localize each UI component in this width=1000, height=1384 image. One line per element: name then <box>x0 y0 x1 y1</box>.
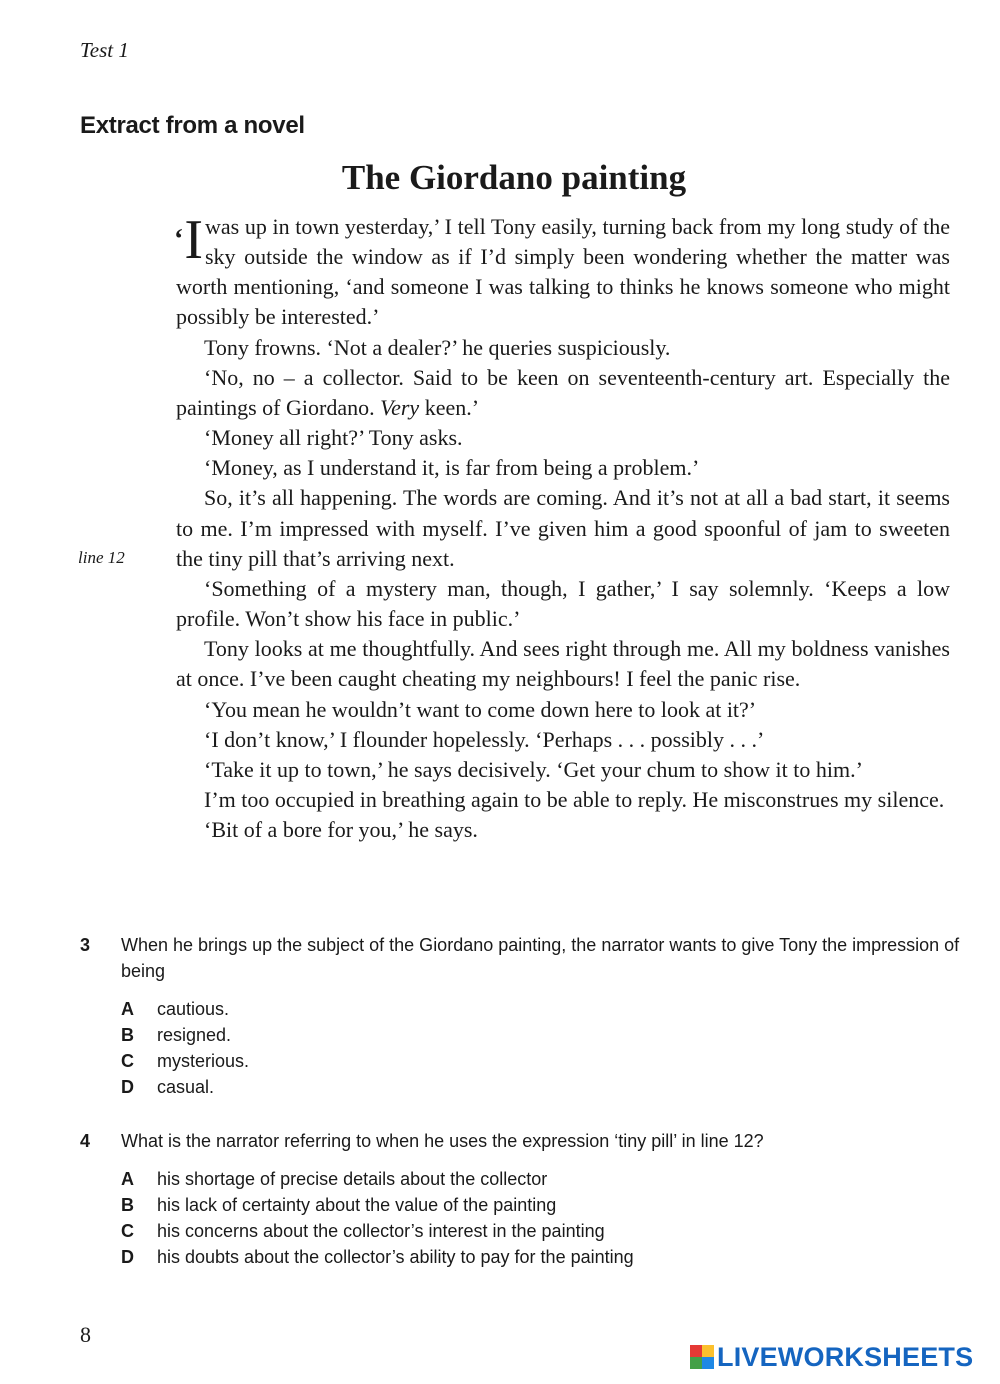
question-number: 4 <box>80 1131 91 1151</box>
liveworksheets-logo-icon <box>690 1345 714 1369</box>
paragraph-3-end: keen.’ <box>419 394 480 420</box>
option-c[interactable] <box>121 1048 960 1074</box>
passage-paragraph-10: ‘I don’t know,’ I flounder hopelessly. ‘Perhaps . . . possibly . . .’ <box>204 726 765 752</box>
passage-paragraph-8: Tony looks at me thoughtfully. And sees right through me. All my boldness vanishes at once. I’ve been caught cheating my neighbours! I feel the panic rise. <box>176 636 950 692</box>
passage-paragraph-7: ‘Something of a mystery man, though, I gather,’ I say solemnly. ‘Keeps a low profile. Won’t show his face in public.’ <box>176 575 950 632</box>
option-letter: C <box>121 1221 134 1241</box>
page-number: 8 <box>80 1322 91 1347</box>
test-label: Test 1 <box>80 38 129 62</box>
option-c[interactable] <box>121 1218 960 1244</box>
liveworksheets-brand[interactable] <box>690 1342 973 1372</box>
passage-paragraph-1 <box>174 209 950 333</box>
logo-square-blue <box>702 1357 714 1369</box>
section-heading: Extract from a novel <box>80 112 305 139</box>
option-d[interactable] <box>121 1074 960 1100</box>
passage-paragraph-11: ‘Take it up to town,’ he says decisively. ‘Get your chum to show it to him.’ <box>204 756 863 782</box>
option-d[interactable] <box>121 1244 960 1270</box>
question-number: 3 <box>80 935 91 955</box>
option-b[interactable] <box>121 1022 960 1048</box>
question-4 <box>80 1128 960 1270</box>
brand-text: LIVEWORKSHEETS <box>717 1341 974 1372</box>
paragraph-3-italic: Very <box>380 394 420 420</box>
option-letter: C <box>121 1051 134 1071</box>
logo-square-red <box>690 1345 702 1357</box>
option-text: his shortage of precise details about the collector <box>157 1169 548 1189</box>
option-text: mysterious. <box>157 1051 250 1071</box>
option-letter: B <box>121 1195 134 1215</box>
logo-square-yellow <box>702 1345 714 1357</box>
option-text: his concerns about the collector’s interest in the painting <box>157 1221 605 1241</box>
option-a[interactable] <box>121 1166 960 1192</box>
option-text: resigned. <box>157 1025 232 1045</box>
passage-paragraph-6: So, it’s all happening. The words are coming. And it’s not at all a bad start, it seems to me. I’m impressed with myself. I’ve given him a good spoonful of jam to sweeten the tiny pill that’s arriving next. <box>176 485 950 571</box>
passage <box>174 209 950 845</box>
logo-square-green <box>690 1357 702 1369</box>
line-12-marker: line 12 <box>78 548 125 567</box>
option-letter: B <box>121 1025 134 1045</box>
answer-options <box>121 996 960 1100</box>
passage-paragraph-12: I’m too occupied in breathing again to be able to reply. He misconstrues my silence. <box>204 786 945 812</box>
answer-options <box>121 1166 960 1270</box>
question-3 <box>80 932 960 1100</box>
passage-paragraph-9: ‘You mean he wouldn’t want to come down here to look at it?’ <box>204 696 757 722</box>
option-letter: A <box>121 1169 134 1189</box>
drop-cap <box>174 209 203 271</box>
passage-paragraph-3 <box>176 363 950 423</box>
option-text: cautious. <box>157 999 230 1019</box>
paragraph-3-start: ‘No, no – a collector. Said to be keen on seventeenth-century art. Especially the paintings of Giordano. <box>176 364 950 420</box>
paragraph-1-text: was up in town yesterday,’ I tell Tony easily, turning back from my long study of the sky outside the window as if I’d simply been wondering whether the matter was worth mentioning, ‘and someone I was talking to thinks he knows someone who might possibly be interested.’ <box>176 214 950 330</box>
passage-paragraph-4: ‘Money all right?’ Tony asks. <box>204 425 463 451</box>
option-b[interactable] <box>121 1192 960 1218</box>
story-title: The Giordano painting <box>341 158 687 197</box>
opening-quote-mark: ‘ <box>174 224 184 255</box>
option-text: his doubts about the collector’s ability to pay for the painting <box>157 1247 634 1267</box>
passage-paragraph-13: ‘Bit of a bore for you,’ he says. <box>204 817 478 843</box>
option-letter: A <box>121 999 134 1019</box>
option-text: casual. <box>157 1077 215 1097</box>
passage-paragraph-2: Tony frowns. ‘Not a dealer?’ he queries suspiciously. <box>204 334 671 360</box>
option-letter: D <box>121 1077 134 1097</box>
question-text: What is the narrator referring to when he uses the expression ‘tiny pill’ in line 12? <box>121 1131 764 1151</box>
drop-cap-letter: I <box>184 209 203 271</box>
option-text: his lack of certainty about the value of the painting <box>157 1195 557 1215</box>
question-text: When he brings up the subject of the Giordano painting, the narrator wants to give Tony the impression of being <box>121 935 960 981</box>
passage-paragraph-5: ‘Money, as I understand it, is far from being a problem.’ <box>204 455 700 481</box>
option-letter: D <box>121 1247 134 1267</box>
option-a[interactable] <box>121 996 960 1022</box>
